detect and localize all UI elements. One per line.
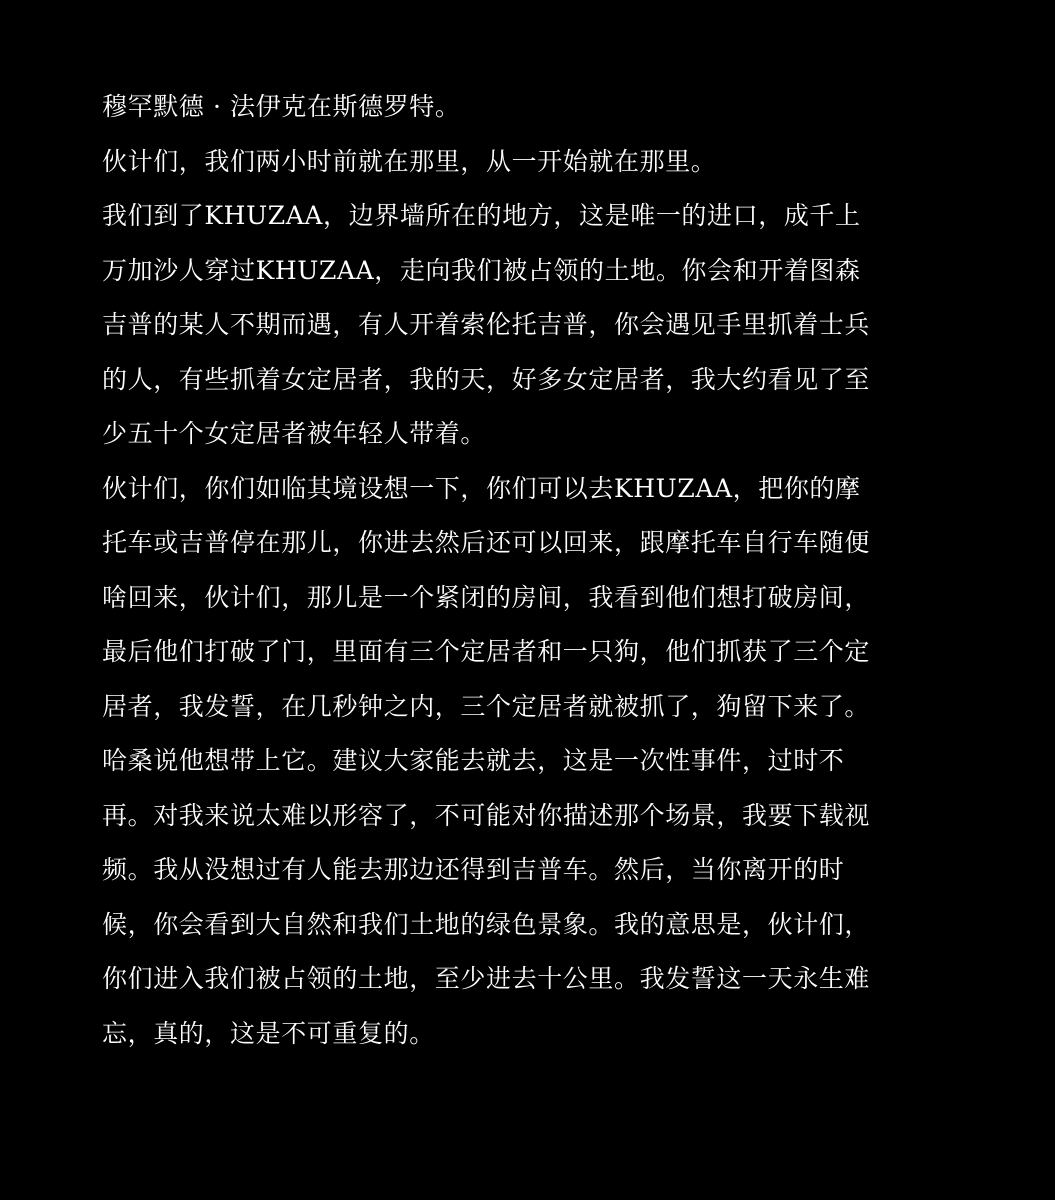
text-line: 最后他们打破了门，里面有三个定居者和一只狗，他们抓获了三个定 bbox=[102, 637, 871, 666]
text-line: 我们到了KHUZAA，边界墙所在的地方，这是唯一的进口，成千上 bbox=[102, 201, 861, 230]
text-line: 少五十个女定居者被年轻人带着。 bbox=[102, 419, 487, 448]
document-text-block bbox=[102, 80, 962, 1061]
text-line: 你们进入我们被占领的土地，至少进去十公里。我发誓这一天永生难 bbox=[102, 964, 871, 993]
text-line: 伙计们，我们两小时前就在那里，从一开始就在那里。 bbox=[102, 146, 717, 176]
text-line: 忘，真的，这是不可重复的。 bbox=[102, 1018, 435, 1048]
text-line: 万加沙人穿过KHUZAA，走向我们被占领的土地。你会和开着图森 bbox=[102, 255, 861, 285]
text-line: 再。对我来说太难以形容了，不可能对你描述那个场景，我要下载视 bbox=[102, 800, 871, 830]
text-line: 的人，有些抓着女定居者，我的天，好多女定居者，我大约看见了至 bbox=[102, 364, 871, 394]
text-line: 居者，我发誓，在几秒钟之内，三个定居者就被抓了，狗留下来了。 bbox=[102, 691, 871, 721]
text-line: 频。我从没想过有人能去那边还得到吉普车。然后，当你离开的时 bbox=[102, 855, 845, 884]
text-line: 啥回来，伙计们，那儿是一个紧闭的房间，我看到他们想打破房间， bbox=[102, 582, 871, 612]
text-line: 穆罕默德 · 法伊克在斯德罗特。 bbox=[102, 92, 461, 121]
text-line: 哈桑说他想带上它。建议大家能去就去，这是一次性事件，过时不 bbox=[102, 746, 845, 775]
text-line: 候，你会看到大自然和我们土地的绿色景象。我的意思是，伙计们， bbox=[102, 909, 871, 939]
text-line: 吉普的某人不期而遇，有人开着索伦托吉普，你会遇见手里抓着士兵 bbox=[102, 310, 871, 339]
text-line: 托车或吉普停在那儿，你进去然后还可以回来，跟摩托车自行车随便 bbox=[102, 528, 871, 557]
text-line: 伙计们，你们如临其境设想一下，你们可以去KHUZAA，把你的摩 bbox=[102, 473, 861, 503]
